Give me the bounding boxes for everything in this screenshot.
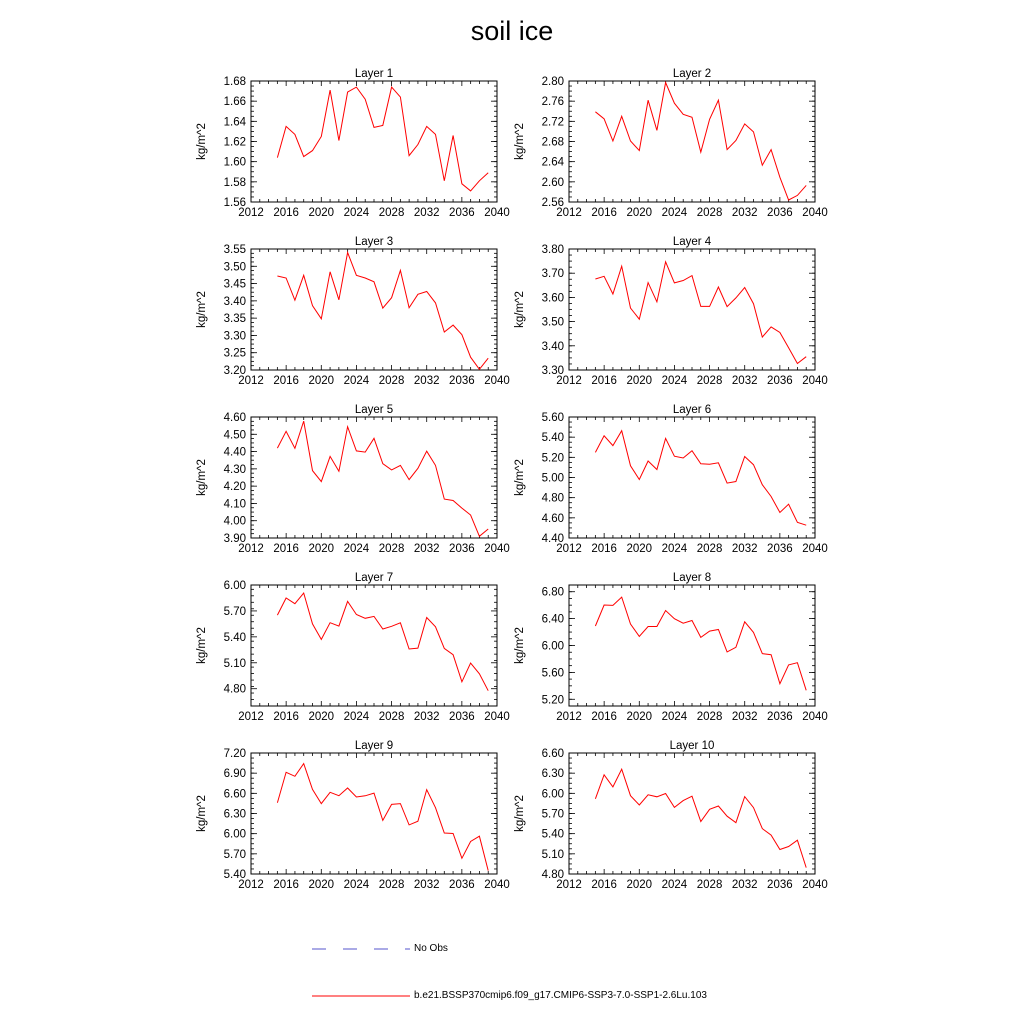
x-tick-label: 2024 xyxy=(343,375,370,387)
x-tick-label: 2040 xyxy=(484,375,510,387)
y-tick-label: 6.00 xyxy=(223,580,246,592)
y-tick-label: 5.60 xyxy=(541,412,564,424)
y-tick-label: 2.76 xyxy=(541,96,564,109)
y-tick-label: 3.30 xyxy=(541,365,564,377)
panel-title: Layer 1 xyxy=(354,68,394,80)
y-tick-label: 4.80 xyxy=(541,492,564,505)
plot-frame xyxy=(251,585,497,706)
x-tick-label: 2036 xyxy=(449,711,475,723)
x-tick-label: 2036 xyxy=(449,879,475,891)
y-tick-label: 6.60 xyxy=(541,748,564,760)
x-tick-label: 2024 xyxy=(661,543,688,555)
x-tick-label: 2032 xyxy=(731,711,758,723)
y-tick-label: 6.90 xyxy=(223,768,246,781)
series-line xyxy=(277,253,488,370)
x-tick-label: 2036 xyxy=(767,375,793,387)
y-tick-label: 5.70 xyxy=(223,605,246,618)
x-tick-label: 2036 xyxy=(767,711,793,723)
y-tick-label: 1.68 xyxy=(223,76,246,88)
x-tick-label: 2020 xyxy=(308,879,335,891)
x-tick-label: 2012 xyxy=(238,543,264,555)
y-tick-label: 4.30 xyxy=(223,463,246,476)
series-line xyxy=(595,597,806,690)
plot-frame xyxy=(569,585,815,706)
y-tick-label: 4.60 xyxy=(223,412,246,424)
y-tick-label: 1.66 xyxy=(223,96,246,109)
x-tick-label: 2020 xyxy=(626,879,653,891)
panel-7 xyxy=(196,572,510,723)
panel-title: Layer 2 xyxy=(672,68,712,80)
y-axis-label: kg/m^2 xyxy=(196,123,208,160)
panel-1 xyxy=(196,68,510,219)
x-tick-label: 2040 xyxy=(484,879,510,891)
x-tick-label: 2028 xyxy=(378,879,405,891)
y-axis-label: kg/m^2 xyxy=(196,459,208,496)
x-tick-label: 2020 xyxy=(626,543,653,555)
y-axis-label: kg/m^2 xyxy=(196,627,208,664)
y-tick-label: 5.10 xyxy=(223,657,246,670)
y-tick-label: 5.00 xyxy=(541,472,564,485)
x-tick-label: 2012 xyxy=(556,543,582,555)
y-tick-label: 6.80 xyxy=(541,586,564,599)
x-tick-label: 2012 xyxy=(238,375,264,387)
x-tick-label: 2020 xyxy=(308,207,335,219)
x-tick-label: 2024 xyxy=(661,375,688,387)
y-tick-label: 4.00 xyxy=(223,515,246,528)
panel-title: Layer 3 xyxy=(354,236,394,248)
x-tick-label: 2032 xyxy=(413,375,440,387)
x-tick-label: 2028 xyxy=(378,543,405,555)
y-tick-label: 5.10 xyxy=(541,848,564,861)
plot-frame xyxy=(569,753,815,874)
panel-2 xyxy=(514,68,828,219)
x-tick-label: 2012 xyxy=(556,711,582,723)
y-tick-label: 5.20 xyxy=(541,452,564,465)
x-tick-label: 2012 xyxy=(238,879,264,891)
y-tick-label: 6.30 xyxy=(541,768,564,781)
x-tick-label: 2020 xyxy=(626,711,653,723)
y-tick-label: 3.40 xyxy=(223,295,246,308)
x-tick-label: 2040 xyxy=(802,375,828,387)
x-tick-label: 2040 xyxy=(484,543,510,555)
x-tick-label: 2024 xyxy=(661,711,688,723)
y-tick-label: 4.40 xyxy=(541,533,564,545)
x-tick-label: 2016 xyxy=(591,207,617,219)
x-tick-label: 2024 xyxy=(661,207,688,219)
panel-title: Layer 7 xyxy=(354,572,394,584)
y-tick-label: 5.40 xyxy=(541,432,564,445)
x-tick-label: 2016 xyxy=(591,711,617,723)
x-tick-label: 2012 xyxy=(556,879,582,891)
x-tick-label: 2036 xyxy=(767,543,793,555)
series-line xyxy=(595,431,806,526)
y-tick-label: 4.20 xyxy=(223,481,246,494)
x-tick-label: 2016 xyxy=(591,375,617,387)
x-tick-label: 2028 xyxy=(696,375,723,387)
y-tick-label: 3.50 xyxy=(223,261,246,274)
y-tick-label: 6.00 xyxy=(541,640,564,653)
plot-frame xyxy=(569,417,815,538)
y-tick-label: 2.56 xyxy=(541,197,564,209)
panel-5 xyxy=(196,404,510,555)
x-tick-label: 2032 xyxy=(413,879,440,891)
y-tick-label: 3.55 xyxy=(223,244,246,256)
plot-frame xyxy=(251,81,497,202)
y-tick-label: 3.25 xyxy=(223,347,246,360)
y-tick-label: 2.80 xyxy=(541,76,564,88)
x-tick-label: 2032 xyxy=(413,207,440,219)
panel-8 xyxy=(514,572,828,723)
y-tick-label: 4.40 xyxy=(223,446,246,459)
x-tick-label: 2040 xyxy=(484,207,510,219)
x-tick-label: 2024 xyxy=(343,711,370,723)
x-tick-label: 2012 xyxy=(238,207,264,219)
y-tick-label: 3.30 xyxy=(223,330,246,343)
x-tick-label: 2016 xyxy=(591,543,617,555)
y-tick-label: 2.64 xyxy=(541,156,564,169)
y-tick-label: 3.50 xyxy=(541,316,564,329)
x-tick-label: 2032 xyxy=(413,543,440,555)
y-tick-label: 5.70 xyxy=(223,848,246,861)
y-axis-label: kg/m^2 xyxy=(196,795,208,832)
x-tick-label: 2024 xyxy=(343,207,370,219)
y-tick-label: 5.20 xyxy=(541,694,564,707)
x-tick-label: 2028 xyxy=(378,711,405,723)
panel-title: Layer 8 xyxy=(672,572,712,584)
y-tick-label: 3.35 xyxy=(223,313,246,326)
series-line xyxy=(277,593,488,691)
x-tick-label: 2028 xyxy=(378,207,405,219)
x-tick-label: 2040 xyxy=(802,711,828,723)
panel-4 xyxy=(514,236,828,387)
panel-title: Layer 4 xyxy=(672,236,712,248)
plot-frame xyxy=(569,249,815,370)
y-tick-label: 2.72 xyxy=(541,116,564,129)
y-tick-label: 1.64 xyxy=(223,116,246,129)
x-tick-label: 2036 xyxy=(767,879,793,891)
y-tick-label: 5.60 xyxy=(541,667,564,680)
y-tick-label: 2.60 xyxy=(541,176,564,189)
panel-title: Layer 5 xyxy=(354,404,394,416)
y-tick-label: 3.80 xyxy=(541,244,564,256)
x-tick-label: 2020 xyxy=(308,711,335,723)
y-tick-label: 6.00 xyxy=(223,828,246,841)
x-tick-label: 2028 xyxy=(696,879,723,891)
y-tick-label: 1.60 xyxy=(223,156,246,169)
x-tick-label: 2040 xyxy=(484,711,510,723)
x-tick-label: 2024 xyxy=(661,879,688,891)
y-tick-label: 5.70 xyxy=(541,808,564,821)
x-tick-label: 2028 xyxy=(378,375,405,387)
x-tick-label: 2028 xyxy=(696,711,723,723)
plot-frame xyxy=(251,753,497,874)
y-tick-label: 3.45 xyxy=(223,278,246,291)
y-tick-label: 3.70 xyxy=(541,268,564,281)
x-tick-label: 2036 xyxy=(449,543,475,555)
series-line xyxy=(277,87,488,191)
y-tick-label: 5.40 xyxy=(223,631,246,644)
x-tick-label: 2036 xyxy=(449,207,475,219)
legend-label-no-obs: No Obs xyxy=(414,943,448,954)
y-tick-label: 1.56 xyxy=(223,197,246,209)
x-tick-label: 2036 xyxy=(767,207,793,219)
y-tick-label: 3.60 xyxy=(541,292,564,305)
y-tick-label: 3.90 xyxy=(223,533,246,545)
y-tick-label: 2.68 xyxy=(541,136,564,149)
panel-6 xyxy=(514,404,828,555)
x-tick-label: 2024 xyxy=(343,543,370,555)
y-axis-label: kg/m^2 xyxy=(514,123,526,160)
y-tick-label: 1.58 xyxy=(223,176,246,189)
series-line xyxy=(595,769,806,867)
x-tick-label: 2040 xyxy=(802,207,828,219)
x-tick-label: 2024 xyxy=(343,879,370,891)
series-line xyxy=(277,764,488,871)
x-tick-label: 2032 xyxy=(731,543,758,555)
y-tick-label: 5.40 xyxy=(541,828,564,841)
x-tick-label: 2016 xyxy=(273,879,299,891)
x-tick-label: 2040 xyxy=(802,879,828,891)
panel-3 xyxy=(196,236,510,387)
series-line xyxy=(595,262,806,364)
y-axis-label: kg/m^2 xyxy=(514,795,526,832)
x-tick-label: 2040 xyxy=(802,543,828,555)
x-tick-label: 2020 xyxy=(308,375,335,387)
x-tick-label: 2036 xyxy=(449,375,475,387)
legend-label-model: b.e21.BSSP370cmip6.f09_g17.CMIP6-SSP3-7.0-SSP1-2.6Lu.103 xyxy=(414,990,707,1001)
y-tick-label: 3.40 xyxy=(541,340,564,353)
y-tick-label: 4.80 xyxy=(223,683,246,696)
x-tick-label: 2032 xyxy=(731,207,758,219)
y-tick-label: 1.62 xyxy=(223,136,246,149)
series-line xyxy=(277,421,488,536)
x-tick-label: 2012 xyxy=(556,207,582,219)
y-tick-label: 5.40 xyxy=(223,869,246,881)
series-line xyxy=(595,83,806,201)
x-tick-label: 2032 xyxy=(731,375,758,387)
y-tick-label: 4.80 xyxy=(541,869,564,881)
y-tick-label: 6.30 xyxy=(223,808,246,821)
panel-title: Layer 10 xyxy=(669,740,715,752)
y-tick-label: 3.20 xyxy=(223,365,246,377)
y-axis-label: kg/m^2 xyxy=(514,627,526,664)
y-axis-label: kg/m^2 xyxy=(514,291,526,328)
y-tick-label: 6.40 xyxy=(541,613,564,626)
x-tick-label: 2020 xyxy=(626,375,653,387)
y-tick-label: 4.60 xyxy=(541,512,564,525)
x-tick-label: 2016 xyxy=(273,375,299,387)
y-tick-label: 4.10 xyxy=(223,498,246,511)
x-tick-label: 2020 xyxy=(626,207,653,219)
main-title: soil ice xyxy=(470,16,554,46)
y-tick-label: 6.60 xyxy=(223,788,246,801)
x-tick-label: 2028 xyxy=(696,543,723,555)
panel-title: Layer 6 xyxy=(672,404,712,416)
panel-title: Layer 9 xyxy=(354,740,394,752)
x-tick-label: 2028 xyxy=(696,207,723,219)
y-tick-label: 4.50 xyxy=(223,429,246,442)
x-tick-label: 2032 xyxy=(731,879,758,891)
y-axis-label: kg/m^2 xyxy=(196,291,208,328)
x-tick-label: 2016 xyxy=(591,879,617,891)
y-tick-label: 6.00 xyxy=(541,788,564,801)
y-tick-label: 7.20 xyxy=(223,748,246,760)
x-tick-label: 2020 xyxy=(308,543,335,555)
x-tick-label: 2016 xyxy=(273,543,299,555)
plot-frame xyxy=(569,81,815,202)
y-axis-label: kg/m^2 xyxy=(514,459,526,496)
plot-frame xyxy=(251,249,497,370)
panel-10 xyxy=(514,740,828,891)
x-tick-label: 2012 xyxy=(556,375,582,387)
x-tick-label: 2032 xyxy=(413,711,440,723)
panel-9 xyxy=(196,740,510,891)
x-tick-label: 2016 xyxy=(273,207,299,219)
x-tick-label: 2016 xyxy=(273,711,299,723)
x-tick-label: 2012 xyxy=(238,711,264,723)
